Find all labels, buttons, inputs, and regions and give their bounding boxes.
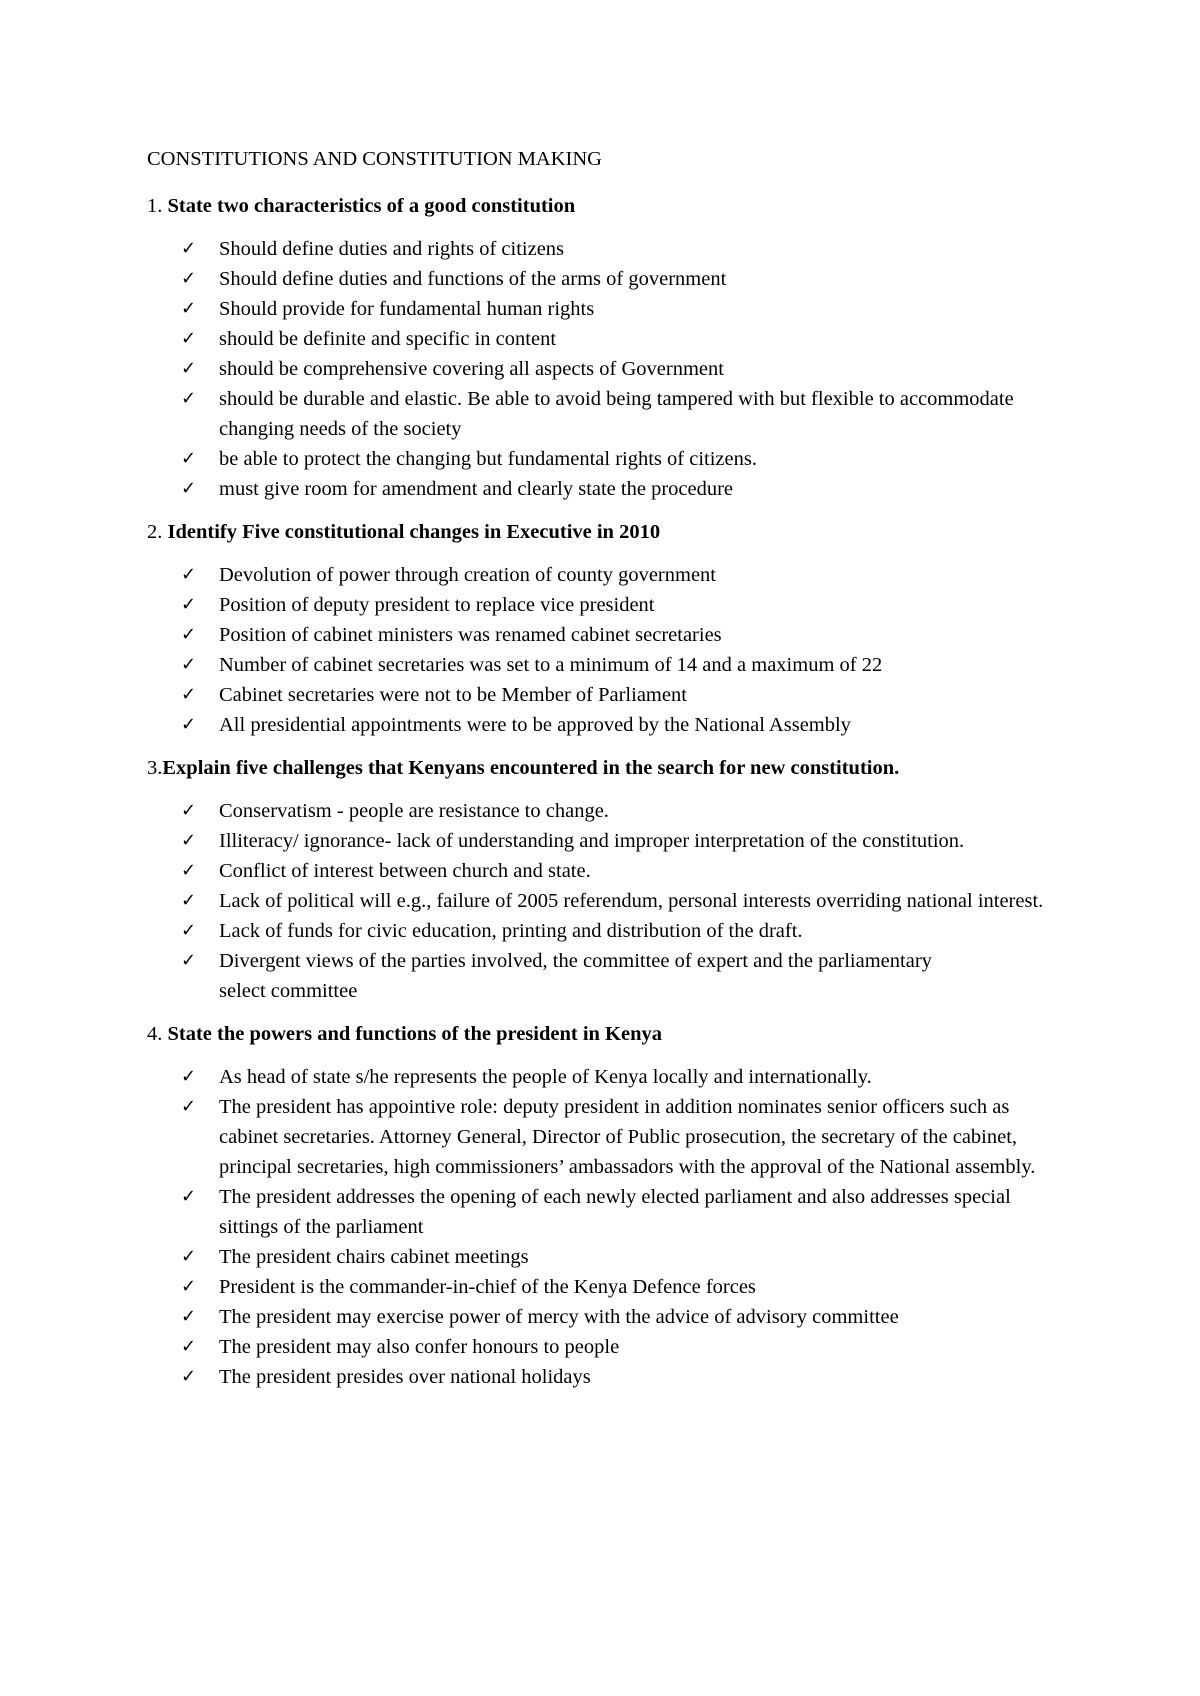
answer-item bbox=[147, 294, 1067, 324]
answer-text: Illiteracy/ ignorance- lack of understanding and improper interpretation of the constitution. bbox=[219, 830, 965, 852]
answer-text: should be definite and specific in content bbox=[219, 328, 557, 350]
answer-item bbox=[147, 1062, 1067, 1092]
answer-text-continuation: select committee bbox=[219, 980, 358, 1002]
question-number: 2. bbox=[147, 521, 163, 543]
answer-item bbox=[147, 620, 1067, 650]
answer-list bbox=[147, 796, 1067, 1006]
checkmark-icon: ✓ bbox=[181, 298, 197, 319]
answer-item bbox=[147, 264, 1067, 294]
answer-item bbox=[147, 474, 1067, 504]
answer-text: The president addresses the opening of each newly elected parliament and also addresses special sittings of the parliament bbox=[219, 1186, 1011, 1238]
answer-text: Devolution of power through creation of county government bbox=[219, 564, 716, 586]
answer-text: Conservatism - people are resistance to change. bbox=[219, 800, 609, 822]
checkmark-icon: ✓ bbox=[181, 268, 197, 289]
answer-list bbox=[147, 234, 1067, 504]
checkmark-icon: ✓ bbox=[181, 890, 197, 911]
answer-item bbox=[147, 324, 1067, 354]
answer-text: Lack of political will e.g., failure of 2005 referendum, personal interests overriding national interest. bbox=[219, 890, 1044, 912]
answer-item bbox=[147, 1302, 1067, 1332]
checkmark-icon: ✓ bbox=[181, 328, 197, 349]
checkmark-icon: ✓ bbox=[181, 1276, 197, 1297]
checkmark-icon: ✓ bbox=[181, 478, 197, 499]
checkmark-icon: ✓ bbox=[181, 594, 197, 615]
answer-text: should be durable and elastic. Be able to avoid being tampered with but flexible to accommodate changing needs of the society bbox=[219, 388, 1014, 440]
checkmark-icon: ✓ bbox=[181, 358, 197, 379]
answer-text: must give room for amendment and clearly state the procedure bbox=[219, 478, 734, 500]
answer-item bbox=[147, 354, 1067, 384]
answer-text: The president has appointive role: deputy president in addition nominates senior officers such as cabinet secretaries. Attorney General, Director of Public prosecution, the secretary of the cabinet, principal secretaries, high commissioners’ ambassadors with the approval of the National assembly. bbox=[219, 1096, 1036, 1178]
question-number: 4. bbox=[147, 1023, 163, 1045]
answer-text: As head of state s/he represents the people of Kenya locally and internationally. bbox=[219, 1066, 872, 1088]
answer-list bbox=[147, 560, 1067, 740]
question-text: State two characteristics of a good constitution bbox=[167, 195, 576, 217]
answer-list bbox=[147, 1062, 1067, 1392]
checkmark-icon: ✓ bbox=[181, 920, 197, 941]
answer-item bbox=[147, 916, 1067, 946]
answer-item bbox=[147, 444, 1067, 474]
answer-text: Divergent views of the parties involved, the committee of expert and the parliamentary bbox=[219, 950, 932, 972]
answer-text: The president presides over national holidays bbox=[219, 1366, 591, 1388]
answer-item bbox=[147, 1332, 1067, 1362]
checkmark-icon: ✓ bbox=[181, 800, 197, 821]
answer-item bbox=[147, 826, 1067, 856]
answer-item bbox=[147, 650, 1067, 680]
answer-text: Cabinet secretaries were not to be Member of Parliament bbox=[219, 684, 687, 706]
answer-text: The president may exercise power of mercy with the advice of advisory committee bbox=[219, 1306, 899, 1328]
answer-text: All presidential appointments were to be approved by the National Assembly bbox=[219, 714, 851, 736]
answer-text: Should provide for fundamental human rights bbox=[219, 298, 595, 320]
answer-text: Should define duties and rights of citizens bbox=[219, 238, 565, 260]
answer-text: Number of cabinet secretaries was set to a minimum of 14 and a maximum of 22 bbox=[219, 654, 883, 676]
answer-item bbox=[147, 1092, 1067, 1182]
question-text: Explain five challenges that Kenyans encountered in the search for new constitution. bbox=[162, 757, 900, 779]
answer-item bbox=[147, 1182, 1067, 1242]
checkmark-icon: ✓ bbox=[181, 1096, 197, 1117]
question-number: 1. bbox=[147, 195, 163, 217]
answer-text: should be comprehensive covering all aspects of Government bbox=[219, 358, 724, 380]
answer-item bbox=[147, 1242, 1067, 1272]
sections-container bbox=[147, 191, 1067, 1392]
answer-text: Should define duties and functions of the arms of government bbox=[219, 268, 727, 290]
answer-text: Conflict of interest between church and state. bbox=[219, 860, 591, 882]
answer-text: President is the commander-in-chief of the Kenya Defence forces bbox=[219, 1276, 756, 1298]
checkmark-icon: ✓ bbox=[181, 830, 197, 851]
answer-item bbox=[147, 384, 1067, 444]
question-text: Identify Five constitutional changes in Executive in 2010 bbox=[167, 521, 661, 543]
document-page bbox=[147, 144, 1067, 1405]
checkmark-icon: ✓ bbox=[181, 714, 197, 735]
checkmark-icon: ✓ bbox=[181, 388, 197, 409]
checkmark-icon: ✓ bbox=[181, 238, 197, 259]
answer-text: be able to protect the changing but fundamental rights of citizens. bbox=[219, 448, 757, 470]
answer-item bbox=[147, 560, 1067, 590]
checkmark-icon: ✓ bbox=[181, 1366, 197, 1387]
checkmark-icon: ✓ bbox=[181, 564, 197, 585]
answer-text: Position of deputy president to replace vice president bbox=[219, 594, 655, 616]
answer-text: The president may also confer honours to people bbox=[219, 1336, 620, 1358]
answer-text: Lack of funds for civic education, printing and distribution of the draft. bbox=[219, 920, 803, 942]
question-number: 3. bbox=[147, 757, 163, 779]
answer-item bbox=[147, 710, 1067, 740]
answer-text: Position of cabinet ministers was renamed cabinet secretaries bbox=[219, 624, 722, 646]
answer-item bbox=[147, 590, 1067, 620]
question-heading bbox=[147, 517, 1067, 547]
answer-item bbox=[147, 856, 1067, 886]
answer-item bbox=[147, 946, 1067, 1006]
checkmark-icon: ✓ bbox=[181, 624, 197, 645]
checkmark-icon: ✓ bbox=[181, 1336, 197, 1357]
answer-item bbox=[147, 1362, 1067, 1392]
question-heading bbox=[147, 191, 1067, 221]
checkmark-icon: ✓ bbox=[181, 860, 197, 881]
checkmark-icon: ✓ bbox=[181, 1306, 197, 1327]
answer-item bbox=[147, 886, 1067, 916]
answer-item bbox=[147, 796, 1067, 826]
question-text: State the powers and functions of the president in Kenya bbox=[167, 1023, 662, 1045]
document-title: CONSTITUTIONS AND CONSTITUTION MAKING bbox=[147, 148, 602, 170]
checkmark-icon: ✓ bbox=[181, 684, 197, 705]
answer-item bbox=[147, 1272, 1067, 1302]
answer-item bbox=[147, 680, 1067, 710]
answer-text: The president chairs cabinet meetings bbox=[219, 1246, 529, 1268]
checkmark-icon: ✓ bbox=[181, 1066, 197, 1087]
checkmark-icon: ✓ bbox=[181, 654, 197, 675]
question-heading bbox=[147, 753, 1067, 783]
checkmark-icon: ✓ bbox=[181, 1186, 197, 1207]
checkmark-icon: ✓ bbox=[181, 950, 197, 971]
checkmark-icon: ✓ bbox=[181, 448, 197, 469]
checkmark-icon: ✓ bbox=[181, 1246, 197, 1267]
question-heading bbox=[147, 1019, 1067, 1049]
answer-item bbox=[147, 234, 1067, 264]
